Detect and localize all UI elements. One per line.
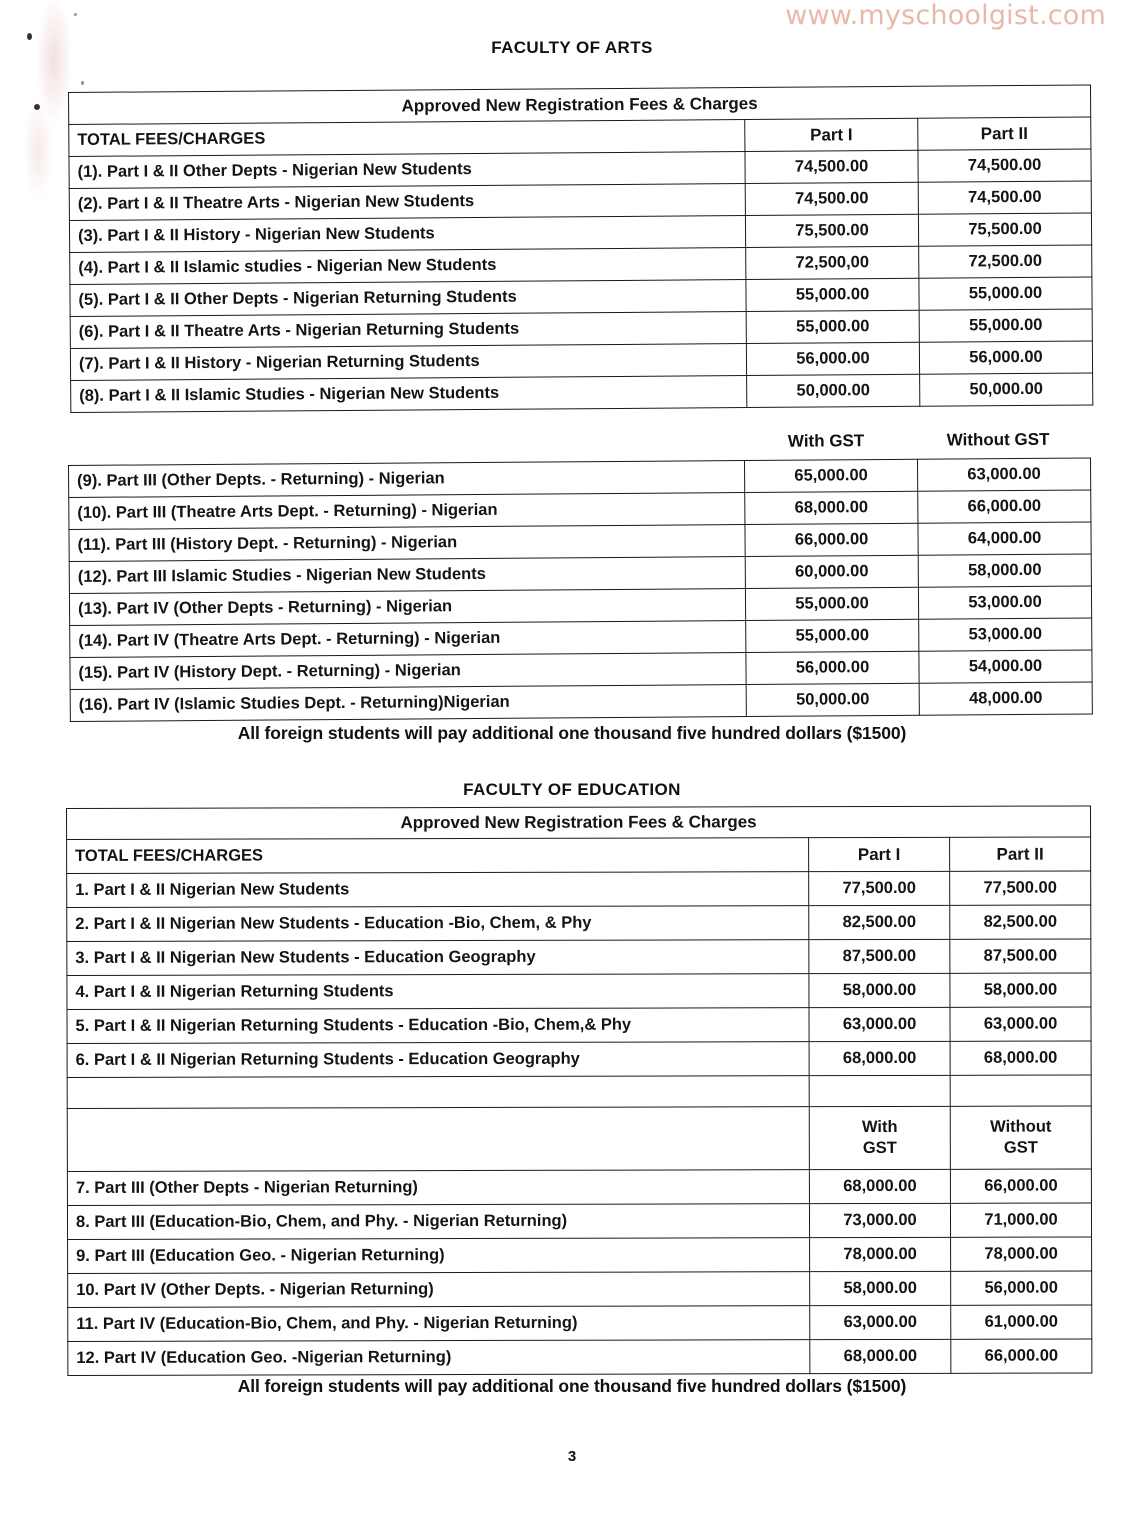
education-with-gst-header (809, 1106, 950, 1169)
row-label: 12. Part IV (Education Geo. -Nigerian Returning) (68, 1340, 810, 1376)
arts-part-2-header: Part II (918, 117, 1091, 150)
scan-smudge-artifact (8, 0, 70, 230)
row-label: 4. Part I & II Nigerian Returning Students (67, 974, 809, 1010)
row-with-gst-value: 66,000.00 (745, 523, 918, 556)
row-with-gst-value: 58,000.00 (810, 1271, 951, 1305)
row-label: 5. Part I & II Nigerian Returning Students - Education -Bio, Chem,& Phy (67, 1008, 809, 1044)
table-row (67, 905, 1091, 942)
row-without-gst-value: 64,000.00 (918, 522, 1091, 555)
row-part1-value: 75,500.00 (745, 214, 918, 247)
table-row (67, 1169, 1091, 1206)
table-row (71, 373, 1093, 412)
education-part-1-header: Part I (809, 837, 950, 871)
education-foreign-student-note: All foreign students will pay additional one thousand five hundred dollars ($1500) (237, 1376, 907, 1396)
row-label: (11). Part III (History Dept. - Returning) - Nigerian (69, 525, 745, 562)
row-without-gst-value: 66,000.00 (918, 490, 1091, 523)
row-label: (12). Part III Islamic Studies - Nigerian New Students (69, 557, 745, 594)
gst-header-line-1: Without (990, 1117, 1052, 1137)
row-without-gst-value: 61,000.00 (951, 1305, 1092, 1339)
table-spacer-row (67, 1075, 1091, 1109)
row-part1-value: 72,500,00 (746, 246, 919, 279)
row-with-gst-value: 60,000.00 (745, 555, 918, 588)
row-label: (13). Part IV (Other Depts - Returning) - Nigerian (69, 589, 745, 626)
row-part1-value: 58,000.00 (809, 973, 950, 1007)
arts-fees-table-parts-1-2 (68, 85, 1093, 413)
row-label: (14). Part IV (Theatre Arts Dept. - Returning) - Nigerian (70, 621, 746, 658)
row-label: 7. Part III (Other Depts - Nigerian Returning) (67, 1170, 809, 1206)
education-without-gst-header (950, 1106, 1091, 1169)
row-label: (1). Part I & II Other Depts - Nigerian New Students (69, 152, 745, 189)
row-label: (16). Part IV (Islamic Studies Dept. - Returning)Nigerian (70, 685, 746, 722)
gst-header-line-2: GST (1003, 1138, 1038, 1157)
row-label: (15). Part IV (History Dept. - Returning) - Nigerian (70, 653, 746, 690)
row-label: (8). Part I & II Islamic Studies - Nigerian New Students (71, 376, 747, 413)
row-label: (4). Part I & II Islamic studies - Nigerian New Students (70, 248, 746, 285)
row-without-gst-value: 56,000.00 (951, 1271, 1092, 1305)
row-without-gst-value: 54,000.00 (919, 650, 1092, 683)
row-without-gst-value: 53,000.00 (919, 618, 1092, 651)
row-part1-value: 68,000.00 (809, 1041, 950, 1075)
row-label: 9. Part III (Education Geo. - Nigerian Returning) (68, 1238, 810, 1274)
row-label: 3. Part I & II Nigerian New Students - Education Geography (67, 940, 809, 976)
table-row (67, 973, 1091, 1010)
arts-total-fees-header: TOTAL FEES/CHARGES (69, 120, 745, 157)
row-part1-value: 55,000.00 (746, 278, 919, 311)
row-without-gst-value: 71,000.00 (950, 1203, 1091, 1237)
row-part2-value: 50,000.00 (920, 373, 1093, 406)
scan-speck (81, 81, 84, 85)
spacer-cell (67, 1076, 809, 1109)
gst-header-empty-cell (67, 1107, 809, 1172)
row-with-gst-value: 68,000.00 (745, 491, 918, 524)
row-part1-value: 74,500.00 (745, 150, 918, 183)
row-part2-value: 55,000.00 (919, 277, 1092, 310)
row-part2-value: 63,000.00 (950, 1007, 1091, 1041)
table-row (67, 1007, 1091, 1044)
table-row (70, 682, 1092, 721)
row-part2-value: 74,500.00 (918, 149, 1091, 182)
row-label: (10). Part III (Theatre Arts Dept. - Returning) - Nigerian (69, 493, 745, 530)
row-label: (7). Part I & II History - Nigerian Returning Students (70, 344, 746, 381)
row-without-gst-value: 78,000.00 (951, 1237, 1092, 1271)
table-banner-row (67, 806, 1091, 840)
arts-with-gst-header: With GST (787, 431, 865, 451)
row-without-gst-value: 63,000.00 (917, 458, 1090, 491)
row-without-gst-value: 53,000.00 (918, 586, 1091, 619)
row-part2-value: 77,500.00 (950, 871, 1091, 905)
table-row (67, 1203, 1091, 1240)
scan-speck (74, 13, 77, 16)
row-part2-value: 74,500.00 (918, 181, 1091, 214)
table-row (68, 1339, 1092, 1376)
arts-without-gst-header: Without GST (946, 429, 1050, 450)
table-row (68, 1237, 1092, 1274)
row-with-gst-value: 63,000.00 (810, 1305, 951, 1339)
row-part1-value: 50,000.00 (747, 374, 920, 407)
row-label: 1. Part I & II Nigerian New Students (67, 872, 809, 908)
row-part1-value: 55,000.00 (746, 310, 919, 343)
row-label: 10. Part IV (Other Depts. - Nigerian Returning) (68, 1272, 810, 1308)
row-label: 2. Part I & II Nigerian New Students - Education -Bio, Chem, & Phy (67, 906, 809, 942)
row-part1-value: 56,000.00 (746, 342, 919, 375)
site-watermark: www.myschoolgist.com (785, 0, 1106, 31)
row-part1-value: 74,500.00 (745, 182, 918, 215)
row-with-gst-value: 68,000.00 (810, 1339, 951, 1373)
row-without-gst-value: 66,000.00 (950, 1169, 1091, 1203)
row-label: (6). Part I & II Theatre Arts - Nigerian Returning Students (70, 312, 746, 349)
arts-foreign-student-note: All foreign students will pay additional one thousand five hundred dollars ($1500) (237, 723, 907, 743)
table-row (67, 1041, 1091, 1078)
row-with-gst-value: 68,000.00 (809, 1169, 950, 1203)
row-part2-value: 82,500.00 (950, 905, 1091, 939)
arts-fees-table-parts-3-4 (68, 458, 1093, 722)
education-banner-cell: Approved New Registration Fees & Charges (67, 806, 1091, 840)
row-with-gst-value: 55,000.00 (745, 587, 918, 620)
row-without-gst-value: 58,000.00 (918, 554, 1091, 587)
row-label: 6. Part I & II Nigerian Returning Students - Education Geography (67, 1042, 809, 1078)
row-part2-value: 72,500.00 (919, 245, 1092, 278)
faculty-of-arts-title: FACULTY OF ARTS (491, 38, 653, 57)
row-part2-value: 56,000.00 (919, 341, 1092, 374)
row-without-gst-value: 48,000.00 (919, 682, 1092, 715)
row-with-gst-value: 65,000.00 (744, 459, 917, 492)
row-label: (3). Part I & II History - Nigerian New Students (69, 216, 745, 253)
arts-gst-column-headers (746, 429, 1090, 452)
row-without-gst-value: 66,000.00 (951, 1339, 1092, 1373)
row-part1-value: 63,000.00 (809, 1007, 950, 1041)
row-label: (9). Part III (Other Depts. - Returning) - Nigerian (69, 461, 745, 498)
row-label: (5). Part I & II Other Depts - Nigerian Returning Students (70, 280, 746, 317)
row-part2-value: 75,500.00 (918, 213, 1091, 246)
education-gst-header-row (67, 1106, 1091, 1172)
arts-banner-cell: Approved New Registration Fees & Charges (69, 85, 1091, 124)
row-with-gst-value: 56,000.00 (746, 651, 919, 684)
row-label: 11. Part IV (Education-Bio, Chem, and Phy. - Nigerian Returning) (68, 1306, 810, 1342)
spacer-cell (950, 1075, 1091, 1106)
arts-part-1-header: Part I (745, 118, 918, 151)
row-part1-value: 87,500.00 (809, 939, 950, 973)
table-header-row (67, 837, 1091, 874)
gst-header-line-2: GST (862, 1138, 897, 1158)
spacer-cell (809, 1075, 950, 1106)
page-number: 3 (567, 1448, 577, 1465)
faculty-of-education-title: FACULTY OF EDUCATION (463, 780, 681, 799)
row-part2-value: 55,000.00 (919, 309, 1092, 342)
row-part1-value: 77,500.00 (809, 871, 950, 905)
row-part2-value: 68,000.00 (950, 1041, 1091, 1075)
table-row (68, 1271, 1092, 1308)
row-part1-value: 82,500.00 (809, 905, 950, 939)
row-with-gst-value: 50,000.00 (746, 683, 919, 716)
row-with-gst-value: 78,000.00 (810, 1237, 951, 1271)
table-row (68, 1305, 1092, 1342)
education-fees-table (66, 805, 1092, 1376)
scan-speck (34, 104, 40, 110)
row-label: 8. Part III (Education-Bio, Chem, and Phy. - Nigerian Returning) (67, 1204, 809, 1240)
row-part2-value: 58,000.00 (950, 973, 1091, 1007)
table-row (67, 871, 1091, 908)
row-with-gst-value: 73,000.00 (809, 1203, 950, 1237)
gst-header-line-1: With (861, 1118, 898, 1137)
education-total-fees-header: TOTAL FEES/CHARGES (67, 838, 809, 874)
table-row (67, 939, 1091, 976)
row-label: (2). Part I & II Theatre Arts - Nigerian New Students (69, 184, 745, 221)
row-with-gst-value: 55,000.00 (746, 619, 919, 652)
row-part2-value: 87,500.00 (950, 939, 1091, 973)
education-part-2-header: Part II (950, 837, 1091, 871)
